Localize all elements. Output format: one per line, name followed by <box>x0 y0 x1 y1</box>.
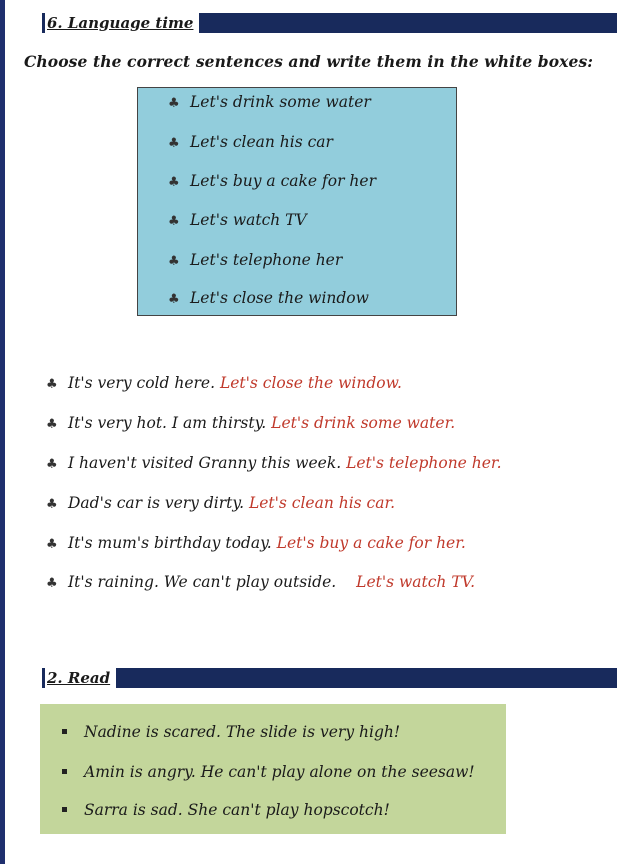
answer-prompt: It's mum's birthday today. <box>68 534 272 552</box>
answer-prompt: Dad's car is very dirty. <box>68 494 244 512</box>
answer-prompt: It's raining. We can't play outside. <box>68 573 337 591</box>
choice-item: ♣ Let's close the window <box>168 289 369 307</box>
section-header-language-time <box>42 13 617 33</box>
answer-text: Let's telephone her. <box>346 454 502 472</box>
choice-item: ♣ Let's clean his car <box>168 133 333 151</box>
club-icon: ♣ <box>46 576 58 591</box>
answer-prompt: It's very cold here. <box>68 374 216 392</box>
club-icon: ♣ <box>46 537 58 552</box>
answer-text: Let's drink some water. <box>271 414 456 432</box>
read-item: Nadine is scared. The slide is very high! <box>62 723 400 741</box>
square-bullet-icon <box>62 729 67 734</box>
left-border <box>0 0 5 864</box>
instruction-text: Choose the correct sentences and write them in the white boxes: <box>24 52 594 71</box>
club-icon: ♣ <box>168 292 180 307</box>
answer-text: Let's buy a cake for her. <box>276 534 466 552</box>
club-icon: ♣ <box>168 96 180 111</box>
answer-prompt: I haven't visited Granny this week. <box>68 454 342 472</box>
club-icon: ♣ <box>168 214 180 229</box>
square-bullet-icon <box>62 807 67 812</box>
read-item: Sarra is sad. She can't play hopscotch! <box>62 801 390 819</box>
club-icon: ♣ <box>46 377 58 392</box>
read-item: Amin is angry. He can't play alone on the seesaw! <box>62 763 475 781</box>
club-icon: ♣ <box>168 175 180 190</box>
choice-item: ♣ Let's watch TV <box>168 211 307 229</box>
club-icon: ♣ <box>46 417 58 432</box>
club-icon: ♣ <box>168 136 180 151</box>
answer-text: Let's clean his car. <box>248 494 396 512</box>
answer-row <box>46 494 395 512</box>
choice-item: ♣ Let's telephone her <box>168 251 343 269</box>
square-bullet-icon <box>62 769 67 774</box>
club-icon: ♣ <box>46 457 58 472</box>
section-header-read <box>42 668 617 688</box>
answer-row <box>46 454 502 472</box>
section-title: 6. Language time <box>45 13 199 33</box>
answer-text: Let's close the window. <box>219 374 402 392</box>
choice-item: ♣ Let's drink some water <box>168 93 371 111</box>
choices-box <box>137 87 457 316</box>
club-icon: ♣ <box>168 254 180 269</box>
answer-row <box>46 573 475 591</box>
answer-row <box>46 414 455 432</box>
answer-row <box>46 374 402 392</box>
answer-text: Let's watch TV. <box>356 573 476 591</box>
choice-item: ♣ Let's buy a cake for her <box>168 172 376 190</box>
read-box <box>40 704 506 834</box>
answer-prompt: It's very hot. I am thirsty. <box>68 414 267 432</box>
club-icon: ♣ <box>46 497 58 512</box>
section-title: 2. Read <box>45 668 116 688</box>
answer-row <box>46 534 466 552</box>
